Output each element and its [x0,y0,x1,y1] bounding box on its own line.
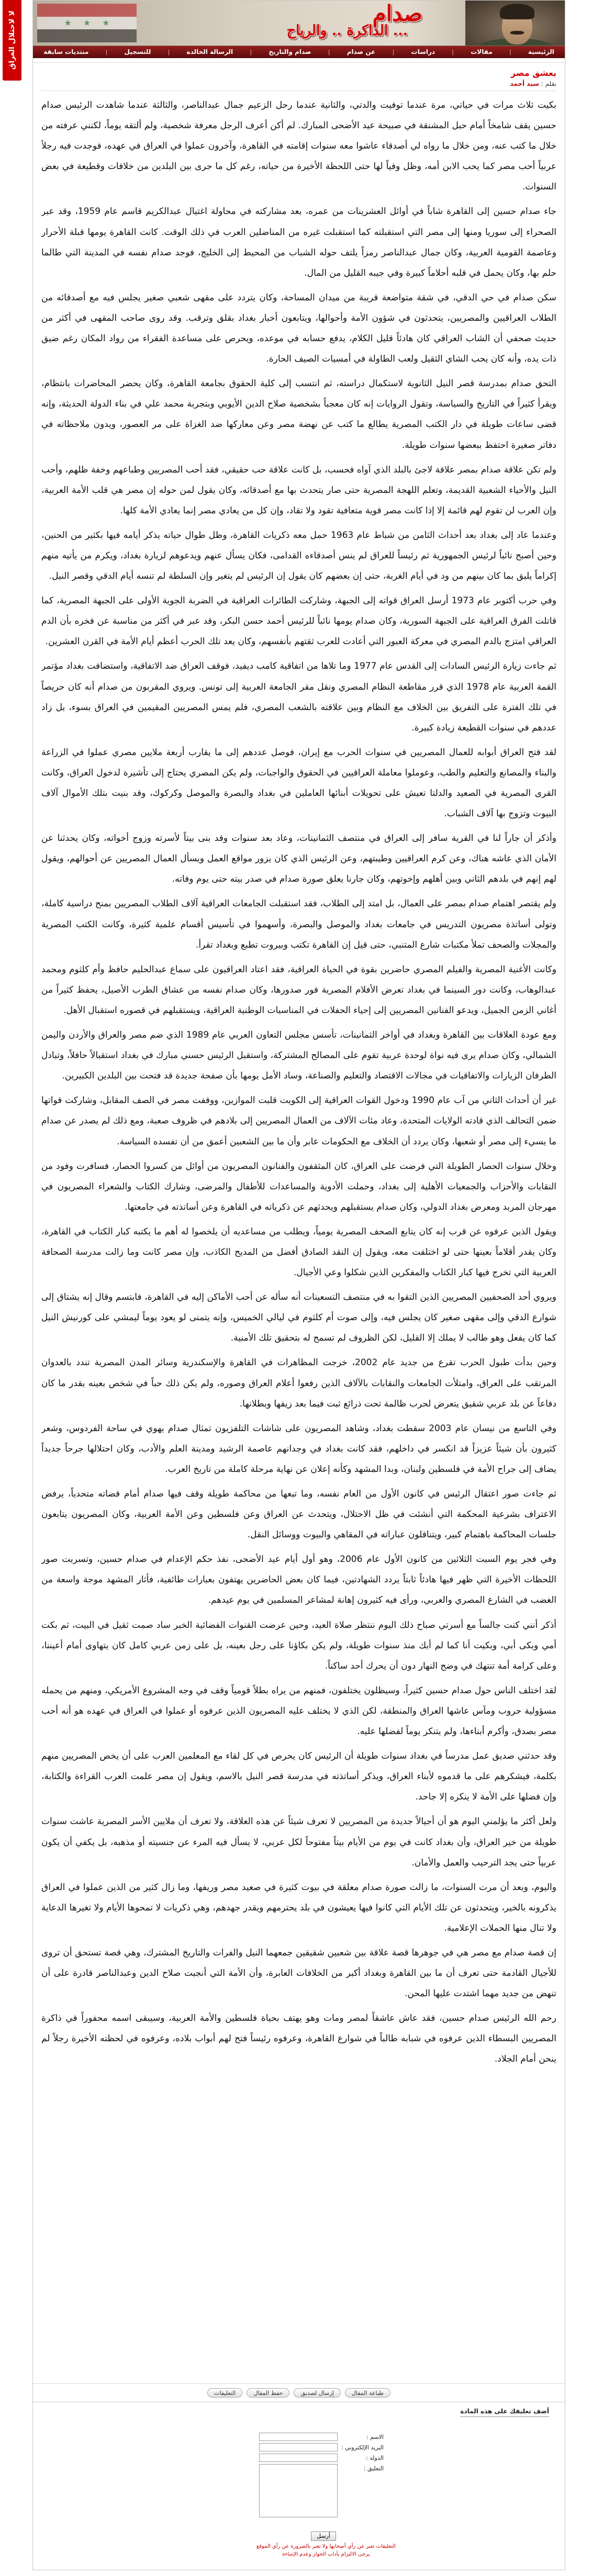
portrait-moustache [510,31,524,35]
comment-notes [211,2543,441,2558]
side-banner-text: لا لاحتلال العراق [8,10,16,70]
article-paragraph: لقد فتح العراق أبوابه للعمال المصريين في سنوات الحرب مع إيران، فوصل عددهم إلى ما يقارب أربعة ملايين مصري عملوا في الزراعة والبناء والمصانع والتعليم والطب، وعوملوا معاملة العراقيين في الحقوق والواجبات، ولم يكن المصري يحتاج إلى تأشيرة لدخول العراق، وكانت القرى المصرية في الصعيد والدلتا تعيش على تحويلات أبنائها العاملين في بغداد والبصرة والموصل وكركوك، وقد بنيت بتلك الأموال آلاف البيوت وتزوج بها آلاف الشباب. [41,747,556,819]
article-paragraph: وقد حدثني صديق عمل مدرساً في بغداد سنوات طويلة أن الرئيس كان يحرص في كل لقاء مع المعلمين العرب على أن يخص المصريين منهم بكلمة، فيشكرهم على ما قدموه لأبناء العراق، ويذكر أساتذته في مدرسة قصر النيل بالاسم، ويقول إن مصر علمت العرب القراءة والكتابة، وإن فضلها على الأمة لا ينكره إلا جاحد. [41,1751,556,1803]
article-paragraph: ولعل أكثر ما يؤلمني اليوم هو أن أجيالاً جديدة من المصريين لا تعرف شيئاً عن هذه العلاقة، ولا تعرف أن ملايين الأسر المصرية عاشت سنوات طويلة من خير العراق، وأن بغداد كانت في يوم من الأيام بيتاً مفتوحاً لكل عربي، لا يسأل فيه المرء عن جنسيته أو مذهبه، بل يكفي أن يكون عربياً حتى يجد الترحيب والعمل والأمان. [41,1816,556,1868]
email-label: البريد الإلكتروني : [341,2444,384,2451]
author-name[interactable]: سيد أحمد [510,80,539,87]
article [33,62,565,2384]
article-paragraph: وفي التاسع من نيسان عام 2003 سقطت بغداد، وشاهد المصريون على شاشات التلفزيون تمثال صدام يهوي في ساحة الفردوس، وشعر كثيرون بأن شيئاً عزيزاً قد انكسر في داخلهم، فقد كانت بغداد في وجدانهم عاصمة الرشيد ومدينة العلم والأدب، وكان احتلالها جرحاً جديداً يضاف إلى جراح الأمة في فلسطين ولبنان، وبدا المشهد وكأنه إعلان عن نهاية مرحلة كاملة من تاريخ العرب. [41,1423,556,1475]
site-title: صدام [372,1,422,26]
main-nav [33,46,565,58]
comments-button[interactable]: التعليقات [207,2388,242,2398]
nav-item-message[interactable]: الرسالة الخالدة [186,48,233,55]
page-frame [32,0,565,2570]
iraq-flag-icon [37,4,137,42]
submit-wrap [279,2530,368,2541]
article-paragraph: وعندما عاد إلى بغداد بعد أحداث الثامن من شباط عام 1963 حمل معه ذكريات القاهرة، وظل طوال حياته يذكر أيامه فيها بكثير من الحنين، وحين أصبح نائباً لرئيس الجمهورية ثم رئيساً للعراق لم ينس أصدقاءه القدامى، فكان يسأل عنهم ويدعوهم لزيارة بغداد، ويكرم من يأتيه منهم إكراماً يليق بما كان بينهم من ود في أيام الغربة، حتى إن بعضهم كان يقول إن الرئيس لم يتغير وإن السلطة لم تنسه أيام الدقي وقصر النيل. [41,530,556,582]
article-paragraph: جاء صدام حسين إلى القاهرة شاباً في أوائل العشرينات من عمره، بعد مشاركته في محاولة اغتيال عبدالكريم قاسم عام 1959، وقد عبر الصحراء إلى سوريا ومنها إلى مصر التي استقبلته كما استقبلت غيره من المناضلين العرب في ذلك الوقت. كانت القاهرة يومها قبلة الأحرار وعاصمة القومية العربية، وكان جمال عبدالناصر رمزاً يلتف حوله الشباب من المحيط إلى الخليج، فوجد صدام نفسه في المدينة التي طالما حلم بها، وكان يحمل في قلبه أحلاماً كبيرة وفي جيبه القليل من المال. [41,206,556,278]
send-to-friend-button[interactable]: إرسال لصديق [294,2388,340,2398]
portrait-hair [500,4,534,19]
article-paragraph: ويروي أحد الصحفيين المصريين الذين التقوا به في منتصف التسعينات أنه سأله عن أحب الأماكن إليه في القاهرة، فابتسم وقال إنه يشتاق إلى شوارع الدقي وإلى مقهى صغير كان يجلس فيه، وإلى صوت أم كلثوم في ليالي الخميس، وإنه يتمنى لو يعود يوماً ليمشي على كورنيش النيل كما كان يفعل وهو طالب لا يملك إلا القليل، لكن الظروف لم تسمح له بتحقيق تلك الأمنية. [41,1292,556,1344]
flag-stripe-red [37,4,137,17]
article-paragraph: سكن صدام في حي الدقي، في شقة متواضعة قريبة من ميدان المساحة، وكان يتردد على مقهى شعبي صغير يجلس فيه مع أصدقائه من الطلاب العراقيين والمصريين، يتحدثون في شؤون الأمة وأحوالها، ويتابعون أخبار بغداد بقلق وترقب. وقد روى صاحب المقهى في أكثر من حديث صحفي أن الشاب العراقي كان هادئاً قليل الكلام، يدفع حسابه في موعده، ويحرص على مساعدة الفقراء من رواد المكان رغم ضيق ذات يده، وأنه كان يحب الشاي الثقيل ولعب الطاولة في أمسيات الصيف الحارة. [41,292,556,365]
article-paragraph: التحق صدام بمدرسة قصر النيل الثانوية لاستكمال دراسته، ثم انتسب إلى كلية الحقوق بجامعة القاهرة، وكان يحضر المحاضرات بانتظام، ويقرأ كثيراً في التاريخ والسياسة، وتقول الروايات إنه كان معجباً بشخصية صلاح الدين الأيوبي وبتجربة محمد علي في بناء الدولة الحديثة، وإنه قضى ساعات طويلة في دار الكتب المصرية يطالع ما كتب عن نهضة مصر وعن معاركها ضد الغزاة على مر العصور، ويدون ملاحظاته في دفاتر صغيرة احتفظ ببعضها سنوات طويلة. [41,378,556,451]
site-header [33,1,565,46]
nav-item-studies[interactable]: دراسات [411,48,435,55]
article-paragraph: وخلال سنوات الحصار الطويلة التي فرضت على العراق، كان المثقفون والفنانون المصريون من أوائل من كسروا الحصار، فسافرت وفود من النقابات والأحزاب والجمعيات الأهلية إلى بغداد، وحملت الأدوية والمساعدات للأطفال والمرضى، وشارك الكتاب والشعراء المصريون في مهرجان المربد ومعرض بغداد الدولي، وكان صدام يستقبلهم ويحدثهم عن ذكرياته في القاهرة وعن أساتذته في جامعتها. [41,1161,556,1212]
article-paragraph: إن قصة صدام مع مصر هي في جوهرها قصة علاقة بين شعبين شقيقين جمعهما النيل والفرات والتاريخ المشترك، وهي قصة تستحق أن تروى للأجيال القادمة حتى تعرف أن ما بين القاهرة وبغداد أكبر من الخلافات العابرة، وأن الأمة التي أنجبت صلاح الدين وعبدالناصر قادرة على أن تنهض من جديد مهما اشتدت عليها المحن. [41,1947,556,1999]
country-label: الدولة : [366,2455,384,2461]
comment-label: التعليق : [363,2465,384,2472]
comment-form-title: أضف تعليقك على هذه المادة [460,2408,549,2417]
article-paragraph: ويقول الذين عرفوه عن قرب إنه كان يتابع الصحف المصرية يومياً، ويطلب من مساعديه أن يلخصوا له أهم ما يكتبه كبار الكتاب في القاهرة، وكان يقدر أقلاماً بعينها حتى لو اختلفت معه، ويقول إن النقد الصادق أفضل من المديح الكاذب، وإن مصر كانت وما زالت مدرسة الصحافة العربية التي تخرج فيها كبار الكتاب والمفكرين الذين شكلوا وعي الأجيال. [41,1226,556,1278]
star-icon: ★ [64,18,72,28]
nav-item-home[interactable]: الرئيسية [528,48,554,55]
comment-note: التعليقات تعبر عن رأي أصحابها ولا تعبر بالضرورة عن رأي الموقع [256,2544,396,2549]
save-article-button[interactable]: حفظ المقال [247,2388,289,2398]
article-title: يعشق مصر [511,68,556,78]
article-paragraph: واليوم، وبعد أن مرت السنوات، ما زالت صورة صدام معلقة في بيوت كثيرة في صعيد مصر وريفها، وما زال كثير من الذين عملوا في العراق يذكرونه بالخير، ويتحدثون عن تلك الأيام التي كانوا فيها يعيشون في بلد يحترمهم ويقدر جهدهم، وهي ذكريات لا تمحوها الأيام ولا تغيرها الدعاية ولا تنال منها الحملات الإعلامية. [41,1882,556,1933]
site-subtitle: ... الذاكرة .. والرياح [286,23,408,39]
nav-item-articles[interactable]: مقالات [471,48,493,55]
name-label: الاسم : [366,2434,384,2440]
article-paragraph: وكانت الأغنية المصرية والفيلم المصري حاضرين بقوة في الحياة العراقية، فقد اعتاد العراقيون على سماع عبدالحليم حافظ وأم كلثوم ومحمد عبدالوهاب، وكانت دور السينما في بغداد تعرض الأفلام المصرية فور صدورها، وكان صدام نفسه من عشاق الطرب الأصيل، يحفظ كثيراً من أغاني الزمن الجميل، ويدعو الفنانين المصريين إلى إحياء الحفلات في المناسبات الوطنية العراقية، ويستقبلهم في قصوره استقبال الأهل. [41,964,556,1016]
comment-form [33,2402,565,2570]
name-field[interactable] [259,2433,338,2441]
side-banner-tab[interactable] [3,0,21,81]
star-icon: ★ [83,18,91,28]
nav-separator: | [328,48,330,55]
article-byline [41,80,556,87]
article-paragraph: ثم جاءت زيارة الرئيس السادات إلى القدس عام 1977 وما تلاها من اتفاقية كامب ديفيد، فوقف العراق ضد الاتفاقية، واستضافت بغداد مؤتمر القمة العربية عام 1978 الذي قرر مقاطعة النظام المصري ونقل مقر الجامعة العربية إلى تونس. ويروي المقربون من صدام أنه كان حريصاً في تلك الفترة على التفريق بين الخلاف مع النظام وبين علاقته بالشعب المصري، فلم يمس المصريين المقيمين في العراق بسوء، بل زاد عددهم في سنوات القطيعة زيادة كبيرة. [41,661,556,733]
nav-separator: | [105,48,108,55]
article-actions [33,2384,565,2402]
nav-item-history[interactable]: صدام والتاريخ [269,48,311,55]
nav-separator: | [452,48,454,55]
comment-form-fields [258,2433,384,2517]
email-field[interactable] [259,2443,338,2451]
article-paragraph: رحم الله الرئيس صدام حسين، فقد عاش عاشقاً لمصر ومات وهو يهتف بحياة فلسطين والأمة العربية، وسيبقى اسمه محفوراً في ذاكرة المصريين البسطاء الذين عرفوه في شبابه طالباً في شوارع القاهرة، وعرفوه رئيساً فتح لهم أبواب بلاده، وعرفوه في لحظته الأخيرة رجلاً لم ينحن أمام الجلاد. [41,2013,556,2065]
article-paragraph: وفي حرب أكتوبر عام 1973 أرسل العراق قواته إلى الجبهة، وشاركت الطائرات العراقية في الضربة الجوية الأولى على الجبهة المصرية، كما قاتلت الفرق العراقية على الجبهة السورية، وكان صدام يومها نائباً للرئيس أحمد حسن البكر، وقد عبر في أكثر من مناسبة عن فخره بأن الدم العراقي امتزج بالدم المصري في معركة العبور التي أعادت للعرب ثقتهم بأنفسهم، وكان يعد تلك الحرب أعظم أيام الأمة في القرن العشرين. [41,595,556,647]
article-paragraph: وأذكر أن جاراً لنا في القرية سافر إلى العراق في منتصف الثمانينات، وعاد بعد سنوات وقد بنى بيتاً لأسرته وزوج أخواته، وكان يحدثنا عن الأمان الذي عاشه هناك، وعن كرم العراقيين وطيبتهم، وعن الرئيس الذي كان يزور مواقع العمل ويسأل العمال المصريين عن أحوالهم، ويقول لهم إنهم في بلدهم الثاني وبين أهلهم وإخوتهم، وكان جارنا يعلق صورة صدام في صدر بيته حتى يوم وفاته. [41,833,556,885]
author-label: بقلم : [541,80,556,87]
article-paragraph: ثم جاءت صور اعتقال الرئيس في كانون الأول من العام نفسه، وما تبعها من محاكمة طويلة وقف فيها صدام أمام قضاته متحدياً، يرفض الاعتراف بشرعية المحكمة التي أنشئت في ظل الاحتلال، ويتحدث عن العراق وعن فلسطين وعن الأمة العربية، وكان المصريون يتابعون جلسات المحاكمة باهتمام كبير، ويتناقلون عباراته في المقاهي والبيوت ووسائل النقل. [41,1489,556,1540]
article-text [41,95,556,2070]
country-field[interactable] [259,2454,338,2462]
portrait-image [465,1,565,46]
print-button[interactable]: طباعة المقال [345,2388,390,2398]
article-paragraph: بكيت ثلاث مرات في حياتي، مرة عندما توفيت والدتي، والثانية عندما رحل الزعيم جمال عبدالناصر، والثالثة عندما شاهدت الرئيس صدام حسين يقف شامخاً أمام حبل المشنقة في صبيحة عيد الأضحى المبارك. لم أكن أعرف الرجل معرفة شخصية، ولم ألتقه يوماً، لكنني عرفته من خلال ما كتب عنه، ومن خلال ما رواه لي أصدقاء عاشوا معه سنوات إقامته في القاهرة، وآخرون عملوا في العراق في عهده، فوجدت فيه رجلاً عربياً أحب مصر كما يحب الابن أمه، وظل وفياً لها حتى اللحظة الأخيرة من حياته، رغم كل ما جرى بين البلدين من خلافات وقطيعة في بعض السنوات. [41,100,556,193]
comment-note: يرجى الالتزام بآداب الحوار وعدم الإساءة [282,2551,370,2557]
nav-separator: | [250,48,252,55]
article-paragraph: غير أن أحداث الثاني من آب عام 1990 ودخول القوات العراقية إلى الكويت قلبت الموازين، ووقفت مصر في الصف المقابل، وشاركت قواتها ضمن التحالف الذي قادته الولايات المتحدة، وعاد مئات الآلاف من العمال المصريين إلى بلادهم في ظروف صعبة، ومع ذلك لم يصدر عن صدام ما يسيء إلى مصر أو شعبها، وكان يردد أن الخلاف مع الحكومات عابر وأن ما بين الشعبين أعمق من أن تفسده السياسة. [41,1095,556,1147]
article-paragraph: لقد اختلف الناس حول صدام حسين كثيراً، وسيظلون يختلفون، فمنهم من يراه بطلاً قومياً وقف في وجه المشروع الأمريكي، ومنهم من يحمله مسؤولية حروب ومآس عاشها العراق والمنطقة، لكن الذي لا يختلف عليه المصريون الذين عرفوه أو عملوا في العراق في عهده هو أنه أحب مصر بصدق، وأكرم أبناءها، ولم يتنكر يوماً لفضلها عليه. [41,1685,556,1737]
nav-separator: | [509,48,511,55]
article-paragraph: وحين بدأت طبول الحرب تقرع من جديد عام 2002، خرجت المظاهرات في القاهرة والإسكندرية وسائر المدن المصرية تندد بالعدوان المرتقب على العراق، وامتلأت الجامعات والنقابات بالآلاف الذين رفعوا أعلام العراق وصوره، ولم يكن ذلك حباً في شخص بعينه بقدر ما كان دفاعاً عن بلد عربي شقيق يتعرض لحرب ظالمة تحت ذرائع ثبت فيما بعد زيفها وبطلانها. [41,1357,556,1409]
nav-item-register[interactable]: للتسجيل [124,48,151,55]
article-paragraph: ولم تكن علاقة صدام بمصر علاقة لاجئ بالبلد الذي آواه فحسب، بل كانت علاقة حب حقيقي، فقد أحب المصريين وطباعهم وخفة ظلهم، وأحب النيل والأحياء الشعبية القديمة، وتعلم اللهجة المصرية حتى صار يتحدث بها مع أصدقائه، وكان يقول لمن حوله إن مصر هي قلب الأمة العربية، وإن العرب لن تقوم لهم قائمة إلا إذا كانت مصر قوية متعافية تقود ولا تقاد، وإن كل من يعادي مصر إنما يعادي الأمة كلها. [41,464,556,516]
article-paragraph: أذكر أنني كنت جالساً مع أسرتي صباح ذلك اليوم ننتظر صلاة العيد، وحين عرضت القنوات الفضائية الخبر ساد صمت ثقيل في البيت، ثم بكت أمي وبكى أبي، وبكيت أنا كما لم أبك منذ سنوات طويلة، ولم يكن بكاؤنا على رجل بعينه، بل على زمن عربي كامل كان يتهاوى أمام أعيننا، وعلى كرامة أمة تنتهك في وضح النهار دون أن يحرك أحد ساكناً. [41,1619,556,1671]
nav-separator: | [167,48,170,55]
article-paragraph: ولم يقتصر اهتمام صدام بمصر على العمال، بل امتد إلى الطلاب، فقد استقبلت الجامعات العراقية آلاف الطلاب المصريين بمنح دراسية كاملة، وتولى أساتذة مصريون التدريس في جامعات بغداد والموصل والبصرة، وأسهموا في تأسيس أقسام علمية كثيرة، وكانت الكتب المصرية والمجلات والصحف تملأ مكتبات شارع المتنبي، حتى قيل إن القاهرة تكتب وبيروت تطبع وبغداد تقرأ. [41,898,556,950]
article-paragraph: وفي فجر يوم السبت الثلاثين من كانون الأول عام 2006، وهو أول أيام عيد الأضحى، نفذ حكم الإعدام في صدام حسين، وتسربت صور اللحظات الأخيرة التي ظهر فيها هادئاً ثابتاً يردد الشهادتين، فيما كان بعض الحاضرين يهتفون بعبارات طائفية، فأثار المشهد موجة واسعة من الغضب في الشارع المصري والعربي، ورأى فيه كثيرون إهانة لمشاعر المسلمين في يوم عيدهم. [41,1554,556,1606]
nav-item-old-forums[interactable]: منتديات سابقة [43,48,89,55]
flag-stripe-white [37,17,137,30]
article-paragraph: ومع عودة العلاقات بين القاهرة وبغداد في أواخر الثمانينات، تأسس مجلس التعاون العربي عام 1989 الذي ضم مصر والعراق والأردن واليمن الشمالي، وكان صدام يرى فيه نواة لوحدة عربية تقوم على المصالح المشتركة، واستقبل الرئيس حسني مبارك في بغداد استقبالاً حافلاً، وتبادل الطرفان الزيارات والاتفاقيات في مجالات الاقتصاد والتعليم والصناعة، وساد الأمل يومها بأن صفحة جديدة قد فتحت بين البلدين الكبيرين. [41,1030,556,1082]
submit-comment-button[interactable]: أرسل [311,2532,336,2541]
nav-item-about[interactable]: عن صدام [347,48,376,55]
nav-separator: | [392,48,395,55]
flag-stripe-black [37,29,137,42]
star-icon: ★ [102,18,110,28]
comment-textarea[interactable] [259,2464,338,2517]
article-body [41,95,556,2378]
